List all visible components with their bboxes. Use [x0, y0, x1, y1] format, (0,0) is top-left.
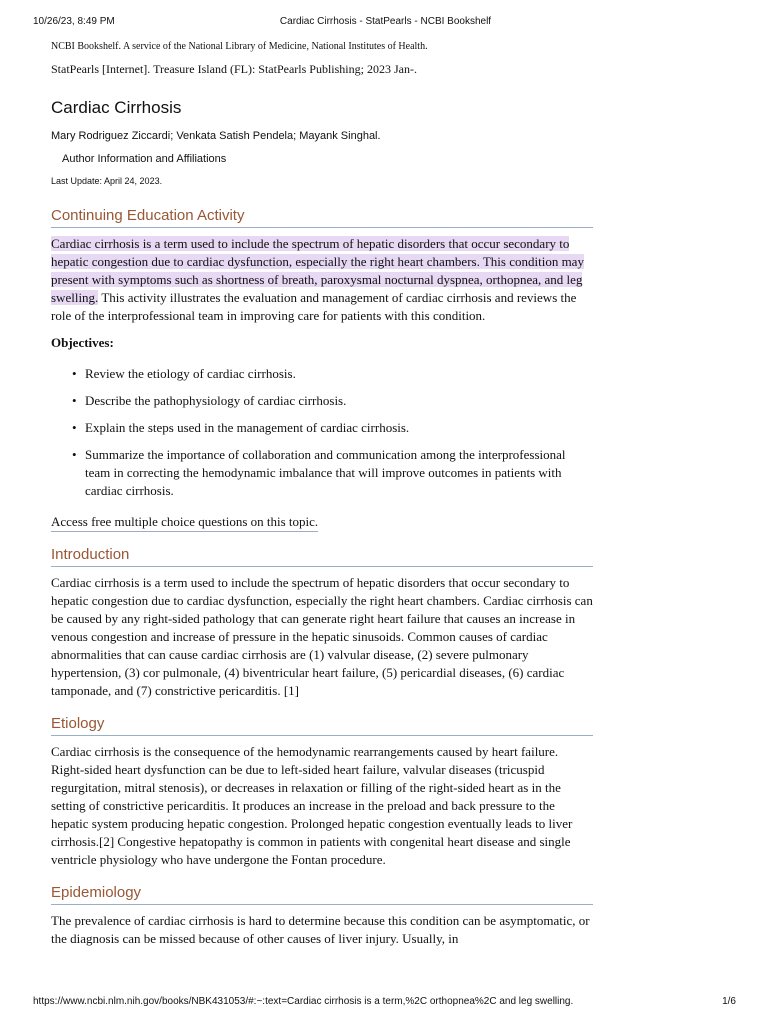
- epidemiology-section: [51, 883, 593, 948]
- etiology-text: Cardiac cirrhosis is the consequence of the hemodynamic rearrangements caused by heart failure. Right-sided heart dysfunction can be due to left-sided heart failure, valvular diseases (tricuspid regurgitation, mitral stenosis), or decreases in relaxation or filling of the right-sided heart as in the setting of constrictive pericarditis. It produces an increase in the preload and back pressure to the hepatic system producing hepatic congestion. Prolonged hepatic congestion eventually leads to liver cirrhosis.[2] Congestive hepatopathy is common in patients with congenital heart disease and single ventricle physiology who have undergone the Fontan procedure.: [51, 744, 573, 867]
- bullet-icon: •: [72, 420, 77, 435]
- print-footer: [33, 996, 736, 1010]
- introduction-section: [51, 545, 593, 700]
- print-datetime: 10/26/23, 8:49 PM: [33, 16, 115, 27]
- section-heading-epidemiology: Epidemiology: [51, 883, 593, 905]
- objectives-label: Objectives:: [51, 335, 114, 350]
- last-update: Last Update: April 24, 2023.: [51, 176, 163, 186]
- author-info-link[interactable]: Author Information and Affiliations: [62, 153, 227, 165]
- continuing-education-rest: This activity illustrates the evaluation and management of cardiac cirrhosis and reviews the role of the interprofessional team in improving care for patients with this condition.: [51, 290, 577, 323]
- section-heading-etiology: Etiology: [51, 714, 593, 736]
- continuing-education-text: [51, 235, 593, 325]
- continuing-education-section: [51, 206, 593, 532]
- access-questions-link[interactable]: Access free multiple choice questions on this topic.: [51, 513, 318, 532]
- article: [51, 40, 593, 948]
- objective-item: • Describe the pathophysiology of cardiac cirrhosis.: [72, 393, 347, 408]
- bullet-icon: •: [72, 366, 77, 381]
- print-url: https://www.ncbi.nlm.nih.gov/books/NBK431053/#:~:text=Cardiac cirrhosis is a term,%2C orthopnea%2C and leg swelling.: [33, 996, 574, 1007]
- citation: StatPearls [Internet]. Treasure Island (FL): StatPearls Publishing; 2023 Jan-.: [51, 62, 417, 76]
- epidemiology-text: The prevalence of cardiac cirrhosis is hard to determine because this condition can be asymptomatic, or the diagnosis can be missed because of other causes of liver injury. Usually, in: [51, 913, 590, 946]
- article-title: Cardiac Cirrhosis: [51, 98, 182, 117]
- section-heading-introduction: Introduction: [51, 545, 593, 567]
- etiology-section: [51, 714, 593, 869]
- objective-item: • Explain the steps used in the management of cardiac cirrhosis.: [72, 420, 410, 435]
- access-questions-paragraph: [51, 513, 593, 532]
- highlighted-text: Cardiac cirrhosis is a term used to include the spectrum of hepatic disorders that occur secondary to hepatic congestion due to cardiac dysfunction, especially the right heart chambers. This condition may present with symptoms such as shortness of breath, paroxysmal nocturnal dyspnea, orthopnea, and leg swelling.: [51, 236, 584, 305]
- introduction-text: Cardiac cirrhosis is a term used to include the spectrum of hepatic disorders that occur secondary to hepatic congestion due to cardiac dysfunction, especially the right heart chambers. Cardiac cirrhosis can be caused by any right-sided pathology that can generate right heart failure that causes an increase in venous congestion and increase of pressure in the hepatic sinusoids. Common causes of cardiac abnormalities that can cause cardiac cirrhosis are (1) valvular disease, (2) severe pulmonary hypertension, (3) cor pulmonale, (4) biventricular heart failure, (5) pericardial diseases, (6) cardiac tamponade, and (7) constrictive pericarditis. [1]: [51, 575, 593, 698]
- page-number: 1/6: [722, 996, 736, 1007]
- authors: Mary Rodriguez Ziccardi; Venkata Satish Pendela; Mayank Singhal.: [51, 130, 381, 142]
- bookshelf-notice: NCBI Bookshelf. A service of the National Library of Medicine, National Institutes of Health.: [51, 41, 428, 52]
- objective-item: • Summarize the importance of collaboration and communication among the interprofessional team in correcting the hemodynamic imbalance that will improve outcomes in patients with cardiac cirrhosis.: [72, 447, 566, 498]
- section-heading-continuing-education: Continuing Education Activity: [51, 206, 593, 228]
- print-page-title: Cardiac Cirrhosis - StatPearls - NCBI Bookshelf: [279, 16, 492, 27]
- bullet-icon: •: [72, 447, 77, 462]
- bullet-icon: •: [72, 393, 77, 408]
- objectives-list: [51, 365, 593, 500]
- print-header: [33, 16, 738, 30]
- objective-item: • Review the etiology of cardiac cirrhosis.: [72, 366, 296, 381]
